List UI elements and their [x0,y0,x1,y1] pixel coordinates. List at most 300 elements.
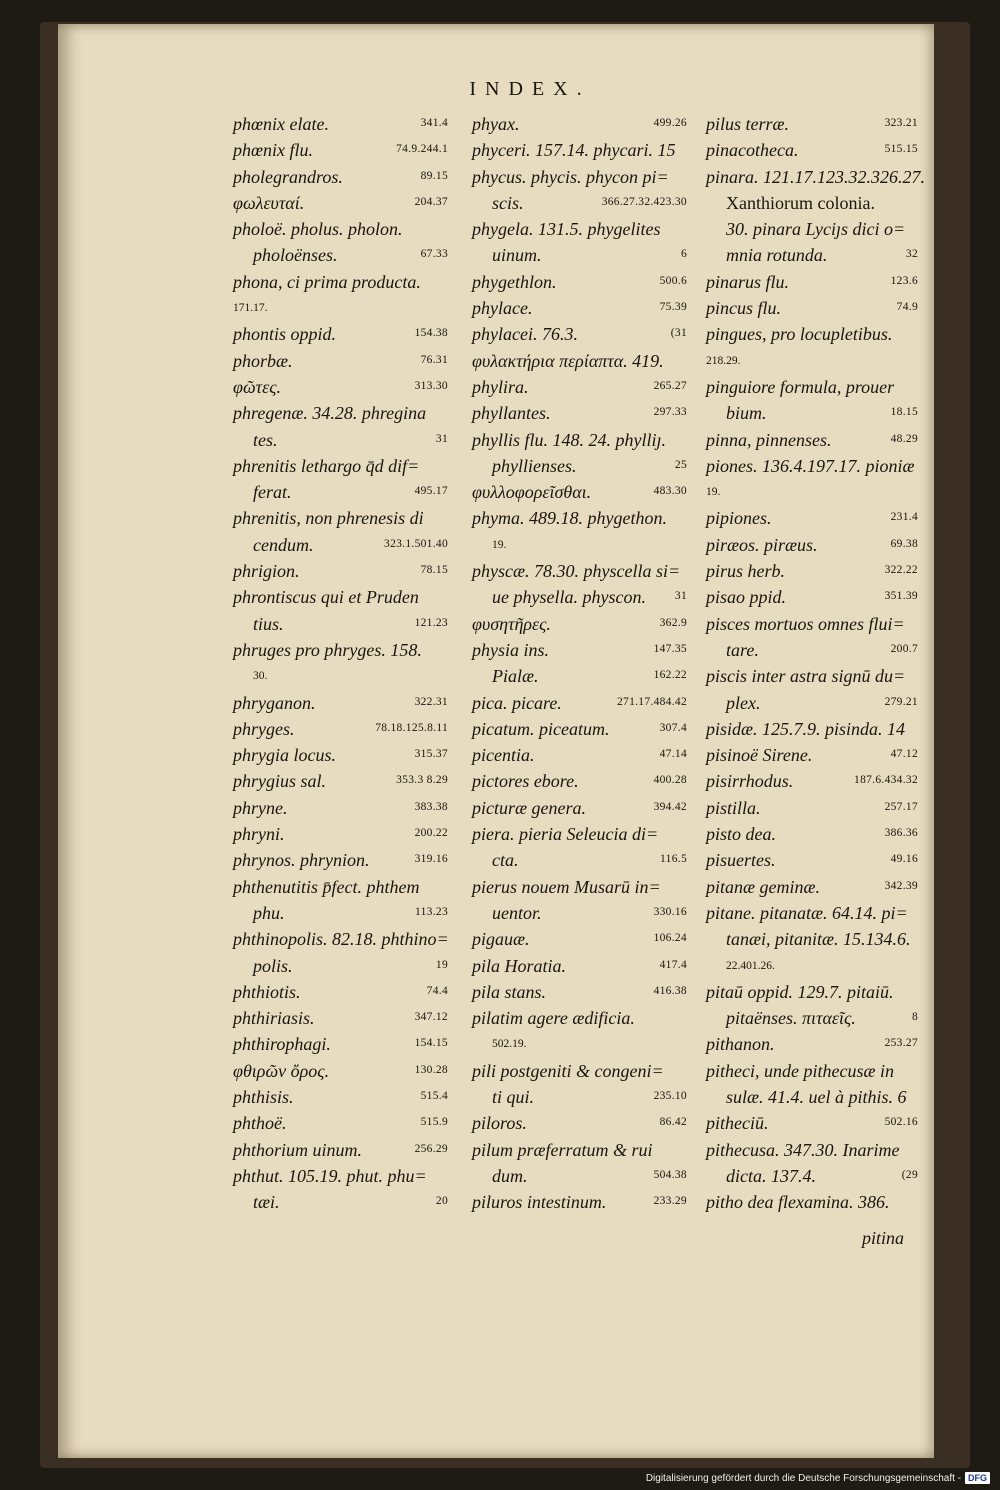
index-entry [472,322,687,348]
index-entry [706,927,918,953]
page-reference: 25 [674,458,687,471]
entry-text: dicta. 137.4. [726,1165,816,1186]
index-entry [706,901,918,927]
entry-text: phthorium uinum. [233,1139,363,1160]
entry-text: phrynos. phrynion. [233,850,370,871]
entry-text: phyax. [472,114,520,134]
index-entry [233,1032,448,1058]
page-reference: 400.28 [653,774,687,787]
entry-text: pilum præferratum & rui [472,1139,653,1160]
index-entry [472,454,687,480]
page-reference: 69.38 [890,537,918,550]
index-entry [472,927,687,953]
page-reference: 154.38 [414,327,448,340]
page-reference: 162.22 [653,669,687,682]
index-entry [233,480,448,506]
page-reference: 279.21 [884,695,918,708]
index-column-1 [233,112,448,1216]
catchword: pitina [862,1228,905,1248]
page-reference: 341.4 [420,117,448,129]
entry-text: phrygia locus. [233,745,336,766]
page-reference: 200.22 [414,827,448,840]
index-entry [233,1006,448,1032]
index-entry [472,585,687,611]
entry-text: 19. [492,538,507,551]
page-reference: 130.28 [414,1063,448,1076]
entry-text: phrenitis lethargo q̄d dif= [233,455,420,476]
index-entry [472,1006,687,1032]
page-reference: 362.9 [659,616,687,629]
entry-text: phthut. 105.19. phut. phu= [233,1165,427,1186]
entry-text: phycus. phycis. phycon pi= [472,166,669,187]
index-entry [472,217,687,243]
page-reference: 154.15 [414,1037,448,1050]
page-reference: 416.38 [653,984,687,997]
entry-text: dum. [492,1165,528,1186]
entry-text: phrygius sal. [233,771,327,792]
entry-text: phthiriasis. [233,1008,315,1029]
page-reference: 200.7 [890,642,918,655]
entry-text: sulæ. 41.4. uel à pithis. 6 [726,1086,907,1107]
page-reference: 231.4 [890,511,918,524]
entry-text: pithecusa. 347.30. Inarime [706,1139,900,1160]
page-reference: 271.17.484.42 [616,695,687,708]
entry-text: pirus herb. [706,561,786,582]
entry-text: mnia rotunda. [726,245,828,266]
entry-text: phruges pro phryges. 158. [233,639,422,660]
entry-text: tæi. [253,1192,280,1213]
index-entry [233,1190,448,1216]
entry-text: 171.17. [233,302,268,315]
entry-text: 502.19. [492,1038,527,1051]
index-entry [233,428,448,454]
entry-text: pitaū oppid. 129.7. pitaiū. [706,981,894,1002]
page-reference: 322.31 [414,695,448,708]
page-reference: 147.35 [653,642,687,655]
page-reference: 323.21 [884,117,918,129]
page-reference: 351.39 [884,590,918,603]
index-entry [472,506,687,532]
index-entry [472,848,687,874]
index-entry [706,822,918,848]
index-entry [233,296,448,322]
index-entry [233,243,448,269]
entry-text: φυλλοφορεῖσθαι. [472,482,592,503]
index-entry [706,191,918,217]
entry-text: phyceri. 157.14. phycari. 15 [472,140,676,161]
index-entry [706,375,918,401]
page-reference: 123.6 [890,274,918,287]
page-reference: 495.17 [414,485,448,498]
index-entry [233,585,448,611]
index-entry [233,927,448,953]
index-entry [706,217,918,243]
index-entry [706,1006,918,1032]
page-reference: 257.17 [884,800,918,813]
index-entry [472,138,687,164]
entry-text: pigauæ. [472,929,530,950]
page-reference: 31 [674,590,687,603]
page-reference: 74.4 [426,984,448,997]
index-entry [706,691,918,717]
entry-text: tius. [253,613,284,634]
index-entry [472,112,687,138]
index-entry [706,638,918,664]
entry-text: piscis inter astra signū du= [706,666,906,687]
index-entry [472,875,687,901]
index-entry [472,480,687,506]
page-reference: 515.4 [420,1089,448,1102]
entry-text: 218.29. [706,354,741,367]
page-reference: 67.33 [420,248,448,261]
index-entry [233,875,448,901]
index-entry [472,191,687,217]
entry-text: cendum. [253,534,314,555]
entry-text: pholoë. pholus. pholon. [233,219,403,240]
index-entry [233,980,448,1006]
index-column-2 [472,112,687,1216]
index-entry [233,638,448,664]
entry-text: ti qui. [492,1086,535,1107]
page-reference: 89.15 [420,169,448,182]
page-reference: 313.30 [414,379,448,392]
index-entry [472,1059,687,1085]
entry-text: phryges. [233,718,295,739]
entry-text: phyllis flu. 148. 24. phylliȷ. [472,429,666,450]
entry-text: phorbæ. [233,350,293,371]
entry-text: pisao ppid. [706,587,787,608]
page-reference: 383.38 [414,800,448,813]
entry-text: phryganon. [233,692,316,713]
footer-credit: Digitalisierung gefördert durch die Deutsche Forschungsgemeinschaft - [645,1472,961,1484]
entry-text: phœnix flu. [233,140,313,161]
page-reference: 504.38 [653,1168,687,1181]
page-reference: 499.26 [653,117,687,129]
index-entry [472,796,687,822]
index-entry [706,165,926,191]
page-reference: 113.23 [415,905,448,918]
page-reference: (29 [901,1168,918,1181]
index-entry [472,165,687,191]
index-entry [472,428,687,454]
index-entry [472,1138,687,1164]
page-reference: 75.39 [659,301,687,314]
index-entry [472,243,687,269]
index-entry [706,428,918,454]
entry-text: pholoënses. [253,245,338,266]
entry-text: phthirophagi. [233,1034,331,1055]
index-entry [472,612,687,638]
page-reference: (31 [670,327,687,340]
entry-text: phyllienses. [492,455,577,476]
index-entry [472,375,687,401]
page-reference: 342.39 [884,879,918,892]
entry-text: tare. [726,639,759,660]
index-entry [233,322,448,348]
entry-text: pinarus flu. [706,271,790,292]
index-entry [472,638,687,664]
entry-text: pisinoë Sirene. [706,745,813,766]
entry-text: phthoë. [233,1113,287,1134]
page-reference: 32 [905,248,918,261]
index-entry [233,112,448,138]
entry-text: pilatim agere ædificia. [472,1008,635,1029]
index-entry [233,559,448,585]
page-reference: 417.4 [659,958,687,971]
page-reference: 78.18.125.8.11 [375,721,448,734]
entry-text: 19. [706,486,721,499]
entry-text: pitaënses. πιταεῖς. [726,1008,856,1029]
index-entry [233,1164,448,1190]
index-entry [233,743,448,769]
page-reference: 515.15 [884,143,918,156]
entry-text: piones. 136.4.197.17. pioniæ [706,455,915,476]
index-entry [233,349,448,375]
entry-text: Pialæ. [492,666,539,687]
entry-text: pitheciū. [706,1113,769,1134]
entry-text: plex. [726,692,761,713]
index-entry [706,243,918,269]
entry-text: phylace. [472,298,533,319]
entry-text: polis. [253,955,293,976]
entry-text: physcæ. 78.30. physcella si= [472,561,681,582]
page-reference: 515.9 [420,1116,448,1129]
entry-text: 30. [253,670,268,683]
index-entry [233,375,448,401]
index-entry [233,901,448,927]
entry-text: φῶτες. [233,376,282,397]
index-entry [706,743,918,769]
entry-text: pipiones. [706,508,772,529]
entry-text: pisidæ. 125.7.9. pisinda. 14 [706,718,906,739]
entry-text: pisto dea. [706,824,776,845]
page-reference: 330.16 [653,905,687,918]
index-entry [706,664,918,690]
entry-text: bium. [726,403,767,424]
index-entry [233,769,448,795]
entry-text: phthiotis. [233,981,301,1002]
index-entry [472,980,687,1006]
entry-text: phthinopolis. 82.18. phthino= [233,929,449,950]
index-entry [472,270,687,296]
index-entry [233,138,448,164]
index-entry [706,112,918,138]
index-entry [233,954,448,980]
index-entry [706,612,918,638]
entry-text: phthenutitis p̄fect. phthem [233,876,420,897]
entry-text: phylacei. 76.3. [472,324,578,345]
index-entry [706,585,918,611]
index-entry [706,1190,918,1216]
entry-text: piera. pieria Seleucia di= [472,824,659,845]
entry-text: pisces mortuos omnes flui= [706,613,905,634]
entry-text: ferat. [253,482,292,503]
page-reference: 6 [680,248,687,261]
index-entry [472,769,687,795]
entry-text: phyma. 489.18. phygethon. [472,508,667,529]
entry-text: phylira. [472,376,529,397]
index-entry [706,848,918,874]
index-entry [706,1164,918,1190]
index-entry [706,480,918,506]
entry-text: piloros. [472,1113,527,1134]
index-entry [233,454,448,480]
index-entry [233,717,448,743]
index-entry [472,1190,687,1216]
page-reference: 256.29 [414,1142,448,1155]
entry-text: piluros intestinum. [472,1192,607,1213]
page-reference: 121.23 [414,616,448,629]
entry-text: pictores ebore. [472,771,579,792]
index-entry [706,1032,918,1058]
entry-text: φθιρῶν ὄρος. [233,1060,330,1081]
dfg-logo: DFG [965,1472,990,1484]
entry-text: phregenæ. 34.28. phregina [233,403,427,424]
page-reference: 253.27 [884,1037,918,1050]
page-reference: 366.27.32.423.30 [601,195,687,208]
page-reference: 47.12 [890,748,918,761]
entry-text: pisirrhodus. [706,771,794,792]
page-reference: 500.6 [659,274,687,287]
index-entry [472,664,687,690]
index-entry [706,296,918,322]
footer [646,1470,990,1486]
entry-text: tes. [253,429,278,450]
page-reference: 116.5 [660,853,687,866]
index-entry [706,533,918,559]
index-entry [472,349,687,375]
page-reference: 323.1.501.40 [384,537,448,550]
index-entry [233,165,448,191]
entry-text: picentia. [472,745,535,766]
page-reference: 47.14 [659,748,687,761]
page-reference: 18.15 [890,406,918,419]
entry-text: phyllantes. [472,403,551,424]
index-entry [706,954,918,980]
entry-text: uentor. [492,902,542,923]
entry-text: pistilla. [706,797,761,818]
index-entry [233,217,448,243]
index-entry [706,506,918,532]
index-entry [233,822,448,848]
index-entry [472,743,687,769]
entry-text: picturæ genera. [472,797,586,818]
index-entry [706,1085,918,1111]
entry-text: tanæi, pitanitæ. 15.134.6. [726,929,911,950]
index-entry [233,1059,448,1085]
entry-text: pincus flu. [706,298,781,319]
index-entry [706,349,918,375]
entry-text: uinum. [492,245,542,266]
index-entry [233,612,448,638]
entry-text: phœnix elate. [233,114,329,134]
index-entry [706,454,918,480]
index-entry [233,1138,448,1164]
entry-text: pitho dea flexamina. 386. [706,1192,890,1213]
entry-text: φυλακτήρια περίαπτα. 419. [472,350,664,371]
index-entry [233,401,448,427]
page-reference: 31 [435,432,448,445]
page-reference: 49.16 [890,853,918,866]
running-header: INDEX. [469,78,591,100]
entry-text: pierus nouem Musarū in= [472,876,661,897]
index-entry [472,954,687,980]
entry-text: phygela. 131.5. phygelites [472,219,661,240]
entry-text: pithanon. [706,1034,775,1055]
page-reference: 347.12 [414,1011,448,1024]
entry-text: φωλευταί. [233,192,305,213]
entry-text: phthisis. [233,1086,294,1107]
index-entry [472,1111,687,1137]
index-entry [706,322,918,348]
entry-text: phryne. [233,797,288,818]
entry-text: pinacotheca. [706,140,799,161]
entry-text: 22.401.26. [726,959,775,972]
index-entry [233,796,448,822]
index-entry [472,901,687,927]
page-reference: 386.36 [884,827,918,840]
entry-text: phontis oppid. [233,324,337,345]
page-reference: 319.16 [414,853,448,866]
index-entry [472,296,687,322]
page-reference: 322.22 [884,564,918,577]
entry-text: pica. picare. [472,692,562,713]
index-entry [706,875,918,901]
page-reference: 204.37 [414,195,448,208]
entry-text: pinguiore formula, prouer [706,376,895,397]
entry-text: φυσητῆρες. [472,613,551,634]
index-entry [706,1138,918,1164]
index-entry [706,1111,918,1137]
page-reference: 265.27 [653,379,687,392]
page-reference: 78.15 [420,564,448,577]
page-reference: 187.6.434.32 [854,774,918,787]
index-entry [233,1111,448,1137]
entry-text: pitheci, unde pithecusæ in [706,1060,894,1081]
page-reference: 233.29 [653,1195,687,1208]
page-reference: 19 [435,958,448,971]
entry-text: Xanthiorum colonia. [726,192,875,213]
index-entry [472,1085,687,1111]
index-entry [706,980,918,1006]
index-entry [472,559,687,585]
entry-text: pilus terræ. [706,114,790,134]
index-entry [233,191,448,217]
index-entry [472,822,687,848]
entry-text: pinara. 121.17.123.32.326.27. [706,166,926,187]
index-entry [233,848,448,874]
entry-text: cta. [492,850,519,871]
entry-text: pitane. pitanatæ. 64.14. pi= [706,902,908,923]
page-reference: 74.9 [896,301,918,314]
index-entry [233,506,448,532]
index-entry [706,796,918,822]
index-entry [233,1085,448,1111]
entry-text: pili postgeniti & congeni= [472,1060,664,1081]
index-entry [233,270,448,296]
index-entry [472,691,687,717]
index-entry [706,717,918,743]
index-entry [706,138,918,164]
index-entry [472,1164,687,1190]
entry-text: phrontiscus qui et Pruden [233,587,419,608]
page-reference: 48.29 [890,432,918,445]
page-reference: 8 [911,1011,918,1024]
entry-text: phrigion. [233,561,300,582]
page-reference: 74.9.244.1 [396,143,448,156]
entry-text: pisuertes. [706,850,776,871]
index-entry [233,691,448,717]
